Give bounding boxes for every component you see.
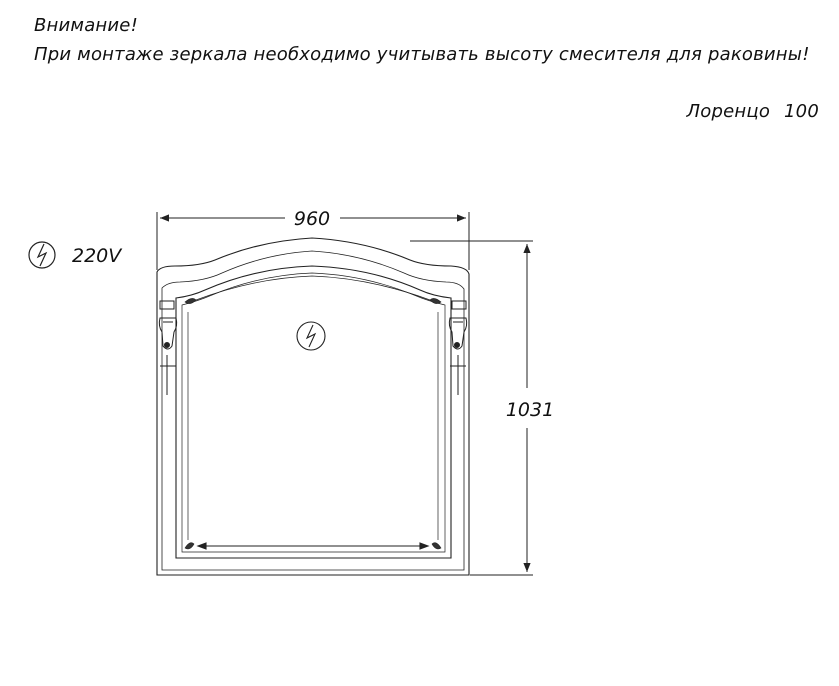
mirror-power-symbol [297, 322, 325, 350]
width-value: 960 [293, 208, 331, 230]
power-indicator [29, 242, 123, 268]
warning-text: При монтаже зеркала необходимо учитывать высоту смесителя для раковины! [34, 44, 810, 65]
leaf-ornament-bottom-right [432, 543, 441, 549]
leaf-ornaments [185, 298, 441, 549]
lightning-icon [307, 325, 315, 347]
leaf-ornament-top-right [430, 298, 441, 303]
leaf-ornament-bottom-left [185, 543, 194, 549]
height-value: 1031 [505, 399, 555, 421]
voltage-label: 220V [72, 245, 122, 267]
model-size: 100 [784, 101, 819, 122]
lightning-icon [38, 244, 46, 266]
leaf-ornament-top-left [185, 298, 196, 303]
mirror-frame [157, 238, 469, 575]
model-name: Лоренцо [686, 101, 771, 122]
warning-title: Внимание! [34, 15, 138, 36]
width-dimension [157, 208, 469, 270]
height-dimension [410, 241, 554, 575]
